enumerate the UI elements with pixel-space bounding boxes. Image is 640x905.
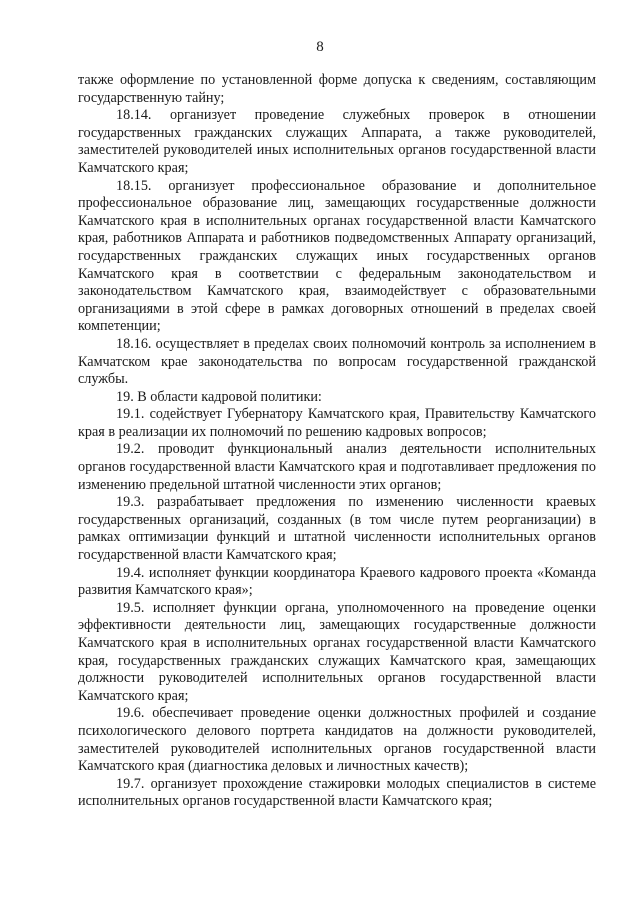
- paragraph-continuation: также оформление по установленной форме допуска к сведениям, составляющим государственную тайну;: [78, 72, 596, 106]
- paragraph-18-16: 18.16. осуществляет в пределах своих полномочий контроль за исполнением в Камчатском крае законодательства по вопросам государственной гражданской службы.: [78, 335, 596, 388]
- paragraph-19-6: 19.6. обеспечивает проведение оценки должностных профилей и создание психологического делового портрета кандидатов на должности руководителей, заместителей руководителей исполнительных органов государственной власти Камчатского края (диагностика деловых и личностных качеств);: [78, 705, 596, 775]
- paragraph-19-5: 19.5. исполняет функции органа, уполномоченного на проведение оценки эффективности деятельности лиц, замещающих государственные должности Камчатского края в исполнительных органах государственной власти Камчатского края, государственных гражданских служащих Камчатского края, замещающих должности руководителей исполнительных органов государственной власти Камчатского края;: [78, 599, 596, 704]
- paragraph-18-14: 18.14. организует проведение служебных проверок в отношении государственных гражданских служащих Аппарата, а также руководителей, заместителей руководителей иных исполнительных органов государственной власти Камчатского края;: [78, 107, 596, 176]
- document-body: [78, 72, 596, 811]
- paragraph-19-1: 19.1. содействует Губернатору Камчатского края, Правительству Камчатского края в реализации их полномочий по решению кадровых вопросов;: [78, 406, 596, 440]
- paragraph-19-4: 19.4. исполняет функции координатора Краевого кадрового проекта «Команда развития Камчатского края»;: [78, 564, 596, 599]
- section-heading-19: 19. В области кадровой политики:: [116, 388, 322, 405]
- paragraph-19-2: 19.2. проводит функциональный анализ деятельности исполнительных органов государственной власти Камчатского края и подготавливает предложения по изменению предельной штатной численности этих органов;: [78, 441, 596, 493]
- page-number: 8: [316, 39, 324, 55]
- paragraph-19-7: 19.7. организует прохождение стажировки молодых специалистов в системе исполнительных органов государственной власти Камчатского края;: [78, 775, 596, 810]
- paragraph-19-3: 19.3. разрабатывает предложения по изменению численности краевых государственных организаций, созданных (в том числе путем реорганизации) в рамках оптимизации функций и штатной численности исполнительных органов государственной власти Камчатского края;: [78, 494, 596, 564]
- paragraph-18-15: 18.15. организует профессиональное образование и дополнительное профессиональное образование лиц, замещающих государственные должности Камчатского края в исполнительных органах государственной власти Камчатского края, работников Аппарата и работников подведомственных Аппарату организаций, государственных гражданских служащих иных государственных органов Камчатского края в соответствии с федеральным законодательством и законодательством Камчатского края, взаимодействует с образовательными организациями в этой сфере в рамках договорных отношений в пределах своей компетенции;: [78, 177, 596, 335]
